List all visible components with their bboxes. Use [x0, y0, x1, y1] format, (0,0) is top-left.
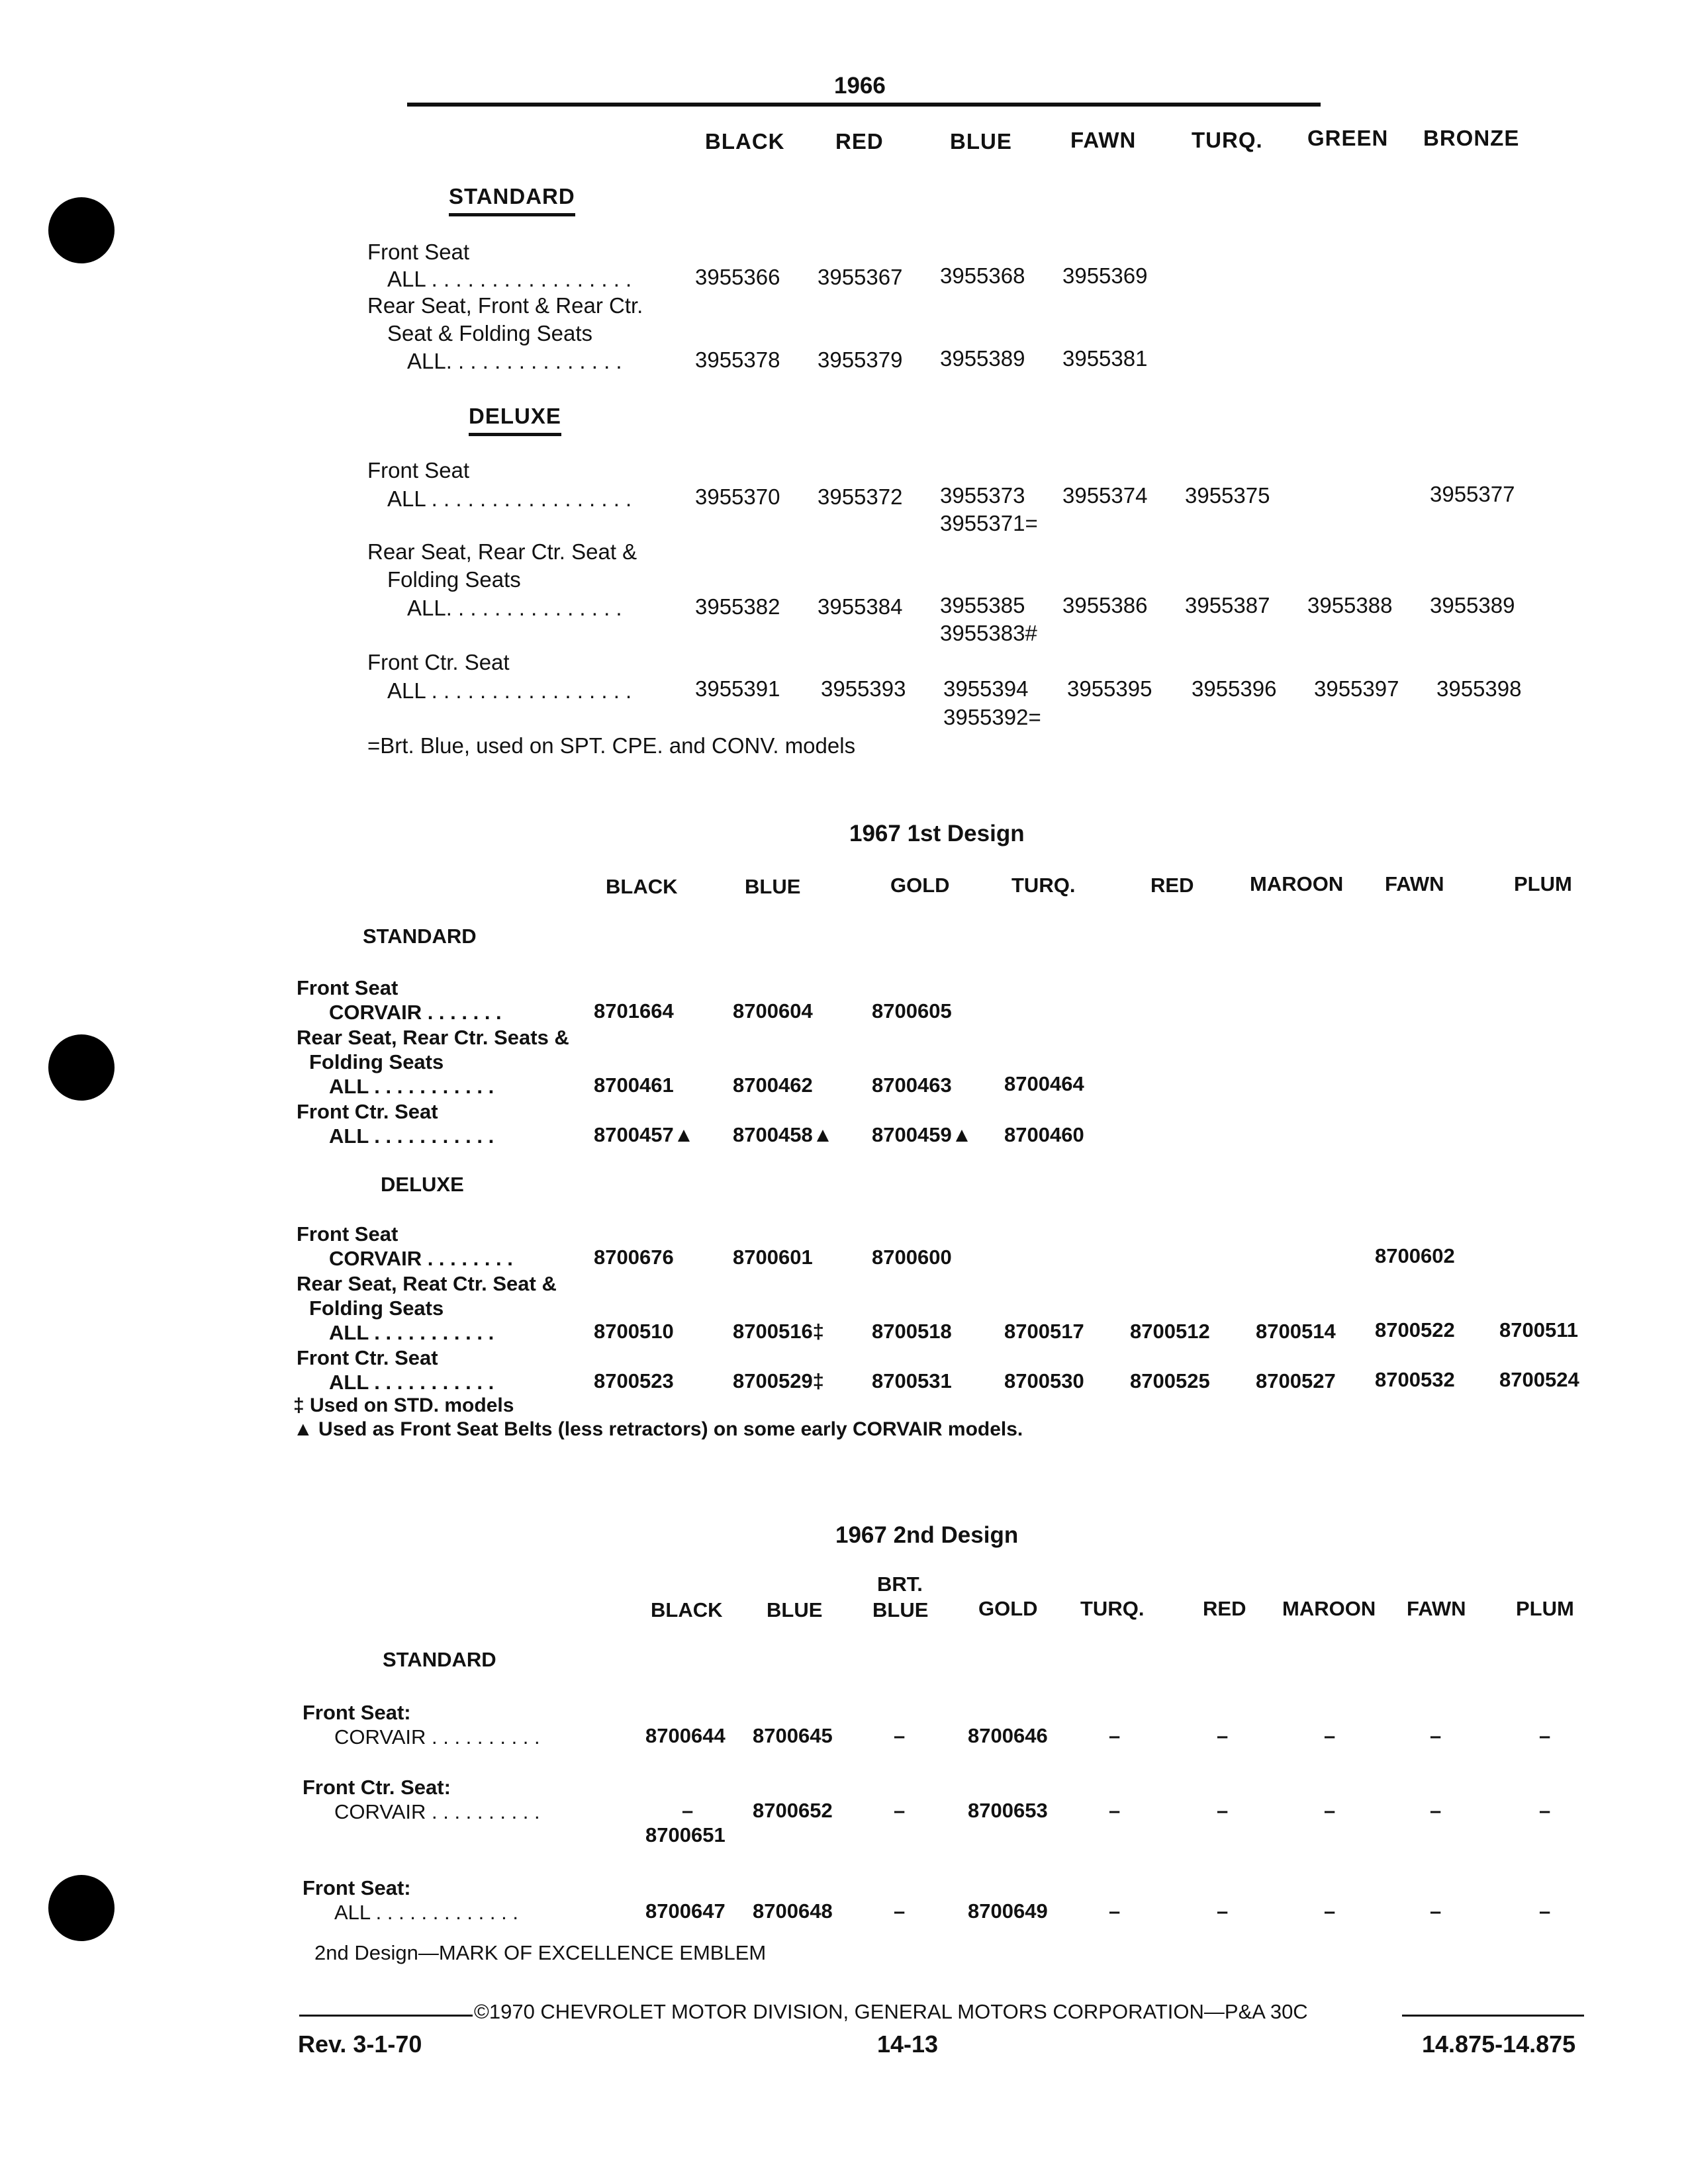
color-header: BRT.: [877, 1572, 923, 1596]
color-header: TURQ.: [1080, 1597, 1145, 1620]
color-header: GOLD: [890, 874, 950, 897]
part-number: 8700645: [753, 1724, 833, 1747]
part-number: 3955387: [1185, 593, 1270, 617]
row-sublabel: ALL . . . . . . . . . . .: [329, 1075, 494, 1098]
color-header: FAWN: [1385, 872, 1444, 895]
color-header: RED: [835, 129, 884, 154]
part-number: 3955373: [940, 483, 1025, 508]
footer-rule-right: [1402, 2015, 1584, 2017]
part-number-alt: 8700651: [645, 1823, 726, 1846]
footnote: =Brt. Blue, used on SPT. CPE. and CONV. models: [367, 733, 856, 758]
deluxe-heading: DELUXE: [381, 1173, 464, 1196]
section-title-1967-1st: 1967 1st Design: [849, 821, 1025, 846]
part-number: 8700461: [594, 1073, 674, 1097]
part-number: 3955375: [1185, 483, 1270, 508]
row-label: Folding Seats: [309, 1050, 444, 1073]
part-number: –: [1109, 1799, 1121, 1822]
color-header: PLUM: [1516, 1597, 1574, 1620]
part-number: 3955368: [940, 263, 1025, 288]
row-label: Rear Seat, Reat Ctr. Seat &: [297, 1272, 557, 1295]
part-number: 3955369: [1062, 263, 1148, 288]
binder-hole-top: [48, 197, 115, 263]
part-number: 8700510: [594, 1320, 674, 1343]
part-number: –: [1430, 1799, 1442, 1822]
part-number: –: [1217, 1899, 1229, 1923]
part-number: 8700531: [872, 1369, 952, 1392]
part-number: –: [894, 1799, 906, 1822]
part-number: 8700530: [1004, 1369, 1084, 1392]
row-sublabel: ALL . . . . . . . . . . . . .: [334, 1901, 518, 1924]
row-sublabel: ALL. . . . . . . . . . . . . . .: [407, 596, 622, 620]
row-sublabel: CORVAIR . . . . . . . . . .: [334, 1725, 540, 1749]
part-number: 8700523: [594, 1369, 674, 1392]
part-number: 8700676: [594, 1246, 674, 1269]
row-label: Seat & Folding Seats: [387, 321, 593, 345]
row-label: Folding Seats: [387, 567, 521, 592]
color-header: BLACK: [651, 1598, 723, 1621]
color-header: MAROON: [1282, 1597, 1376, 1620]
color-header: FAWN: [1407, 1597, 1466, 1620]
part-number: 3955395: [1067, 676, 1152, 701]
standard-heading: STANDARD: [449, 184, 575, 216]
row-label: Rear Seat, Front & Rear Ctr.: [367, 293, 643, 318]
row-sublabel: ALL . . . . . . . . . . .: [329, 1371, 494, 1394]
part-number: 3955391: [695, 676, 780, 701]
row-sublabel: ALL . . . . . . . . . . .: [329, 1124, 494, 1148]
part-number: –: [1539, 1799, 1551, 1822]
color-header: RED: [1150, 874, 1194, 897]
part-number: 3955384: [818, 594, 903, 619]
page-number: 14-13: [877, 2030, 939, 2058]
part-number: 8700458▲: [733, 1123, 833, 1146]
row-label: Front Seat: [367, 458, 470, 482]
part-number: –: [1430, 1724, 1442, 1747]
part-number: 8700514: [1256, 1320, 1336, 1343]
binder-hole-bottom: [48, 1875, 115, 1941]
color-header: GOLD: [978, 1597, 1038, 1620]
copyright-line: ©1970 CHEVROLET MOTOR DIVISION, GENERAL MOTORS CORPORATION—P&A 30C: [474, 2000, 1308, 2023]
part-number: 8700522: [1375, 1318, 1455, 1342]
part-number: 8700652: [753, 1799, 833, 1822]
row-sublabel: ALL . . . . . . . . . . . . . . . . .: [387, 267, 632, 291]
part-number: 8701664: [594, 999, 674, 1023]
part-number: –: [682, 1799, 694, 1822]
part-number: 3955388: [1307, 593, 1393, 617]
part-number: 3955367: [818, 265, 903, 289]
part-number: 3955397: [1314, 676, 1399, 701]
part-number: 8700648: [753, 1899, 833, 1923]
part-number: 8700529‡: [733, 1369, 824, 1392]
standard-heading: STANDARD: [383, 1648, 496, 1671]
part-number: 8700462: [733, 1073, 813, 1097]
part-number: 3955386: [1062, 593, 1148, 617]
part-number-alt: 3955371=: [940, 511, 1038, 535]
color-header: BLUE: [745, 875, 801, 898]
color-header: BLACK: [705, 129, 785, 154]
row-sublabel: CORVAIR . . . . . . . . . .: [334, 1800, 540, 1823]
row-sublabel: ALL . . . . . . . . . . . . . . . . .: [387, 678, 632, 703]
part-number: –: [1217, 1799, 1229, 1822]
part-number: 8700600: [872, 1246, 952, 1269]
color-header: PLUM: [1514, 872, 1572, 895]
part-number: 8700527: [1256, 1369, 1336, 1392]
footer-rule-left: [299, 2015, 473, 2017]
row-label: Front Ctr. Seat: [297, 1346, 438, 1369]
section-title-1967-2nd: 1967 2nd Design: [835, 1522, 1019, 1548]
part-number: 8700649: [968, 1899, 1048, 1923]
part-number-alt: 3955383#: [940, 621, 1037, 645]
color-header: FAWN: [1070, 128, 1137, 152]
part-number: 8700653: [968, 1799, 1048, 1822]
part-number: 3955378: [695, 347, 780, 372]
part-number: 8700518: [872, 1320, 952, 1343]
row-label: Front Seat: [297, 976, 399, 999]
part-number: 8700646: [968, 1724, 1048, 1747]
color-header: RED: [1203, 1597, 1246, 1620]
color-header: MAROON: [1250, 872, 1344, 895]
part-number: –: [894, 1899, 906, 1923]
row-label: Rear Seat, Rear Ctr. Seats &: [297, 1026, 569, 1049]
part-number-alt: 3955392=: [943, 705, 1041, 729]
part-number: 3955389: [1430, 593, 1515, 617]
part-number: 8700647: [645, 1899, 726, 1923]
color-header: BRONZE: [1423, 126, 1520, 150]
color-header: GREEN: [1307, 126, 1389, 150]
part-number: –: [1324, 1799, 1336, 1822]
part-number: 3955381: [1062, 346, 1148, 371]
part-number: 8700517: [1004, 1320, 1084, 1343]
part-number: –: [1109, 1724, 1121, 1747]
part-number: –: [1217, 1724, 1229, 1747]
part-number: 3955389: [940, 346, 1025, 371]
deluxe-heading: DELUXE: [469, 404, 561, 436]
row-label: Front Seat: [297, 1222, 399, 1246]
footnote: ▲ Used as Front Seat Belts (less retractors) on some early CORVAIR models.: [293, 1418, 1023, 1440]
binder-hole-middle: [48, 1034, 115, 1101]
color-header: BLUE: [767, 1598, 823, 1621]
part-number: 8700512: [1130, 1320, 1210, 1343]
part-number: –: [1539, 1899, 1551, 1923]
part-number: –: [894, 1724, 906, 1747]
part-number: –: [1109, 1899, 1121, 1923]
part-number: 8700604: [733, 999, 813, 1023]
color-header: BLACK: [606, 875, 678, 898]
section-number: 14.875-14.875: [1422, 2030, 1576, 2058]
part-number: 3955393: [821, 676, 906, 701]
part-number: 3955377: [1430, 482, 1515, 506]
header-rule: [407, 103, 1321, 107]
row-label: Front Ctr. Seat: [297, 1100, 438, 1123]
row-sublabel: ALL . . . . . . . . . . . . . . . . .: [387, 486, 632, 511]
part-number: 3955370: [695, 484, 780, 509]
part-number: 8700524: [1499, 1368, 1579, 1391]
row-sublabel: CORVAIR . . . . . . .: [329, 1001, 502, 1024]
color-header: BLUE: [872, 1598, 929, 1621]
part-number: –: [1324, 1724, 1336, 1747]
part-number: –: [1430, 1899, 1442, 1923]
part-number: 8700602: [1375, 1244, 1455, 1267]
part-number: 8700532: [1375, 1368, 1455, 1391]
part-number: –: [1324, 1899, 1336, 1923]
part-number: 8700601: [733, 1246, 813, 1269]
part-number: 3955374: [1062, 483, 1148, 508]
part-number: 3955394: [943, 676, 1029, 701]
footnote: 2nd Design—MARK OF EXCELLENCE EMBLEM: [314, 1941, 767, 1964]
color-header: TURQ.: [1192, 128, 1263, 152]
part-number: 8700459▲: [872, 1123, 972, 1146]
revision-date: Rev. 3-1-70: [298, 2030, 422, 2058]
part-number: 3955382: [695, 594, 780, 619]
footnote: ‡ Used on STD. models: [293, 1394, 514, 1416]
part-number: 8700516‡: [733, 1320, 824, 1343]
part-number: 3955385: [940, 593, 1025, 617]
part-number: 8700460: [1004, 1123, 1084, 1146]
part-number: 3955396: [1192, 676, 1277, 701]
part-number: 8700457▲: [594, 1123, 694, 1146]
row-sublabel: ALL. . . . . . . . . . . . . . .: [407, 349, 622, 373]
color-header: BLUE: [950, 129, 1012, 154]
row-label: Front Seat: [367, 240, 470, 264]
row-label: Front Ctr. Seat:: [303, 1776, 451, 1799]
part-number: 8700464: [1004, 1072, 1084, 1095]
standard-heading: STANDARD: [363, 925, 477, 948]
section-title-1966: 1966: [834, 73, 886, 99]
color-header: TURQ.: [1011, 874, 1076, 897]
row-label: Folding Seats: [309, 1297, 444, 1320]
row-label: Front Seat:: [303, 1876, 411, 1899]
part-number: 8700511: [1499, 1318, 1578, 1342]
part-number: 8700605: [872, 999, 952, 1023]
part-number: 3955379: [818, 347, 903, 372]
row-label: Front Seat:: [303, 1701, 411, 1724]
row-sublabel: CORVAIR . . . . . . . .: [329, 1247, 513, 1270]
part-number: 3955372: [818, 484, 903, 509]
row-label: Rear Seat, Rear Ctr. Seat &: [367, 539, 637, 564]
part-number: –: [1539, 1724, 1551, 1747]
part-number: 8700644: [645, 1724, 726, 1747]
part-number: 3955366: [695, 265, 780, 289]
part-number: 8700525: [1130, 1369, 1210, 1392]
row-sublabel: ALL . . . . . . . . . . .: [329, 1321, 494, 1344]
row-label: Front Ctr. Seat: [367, 650, 510, 674]
part-number: 8700463: [872, 1073, 952, 1097]
part-number: 3955398: [1436, 676, 1522, 701]
